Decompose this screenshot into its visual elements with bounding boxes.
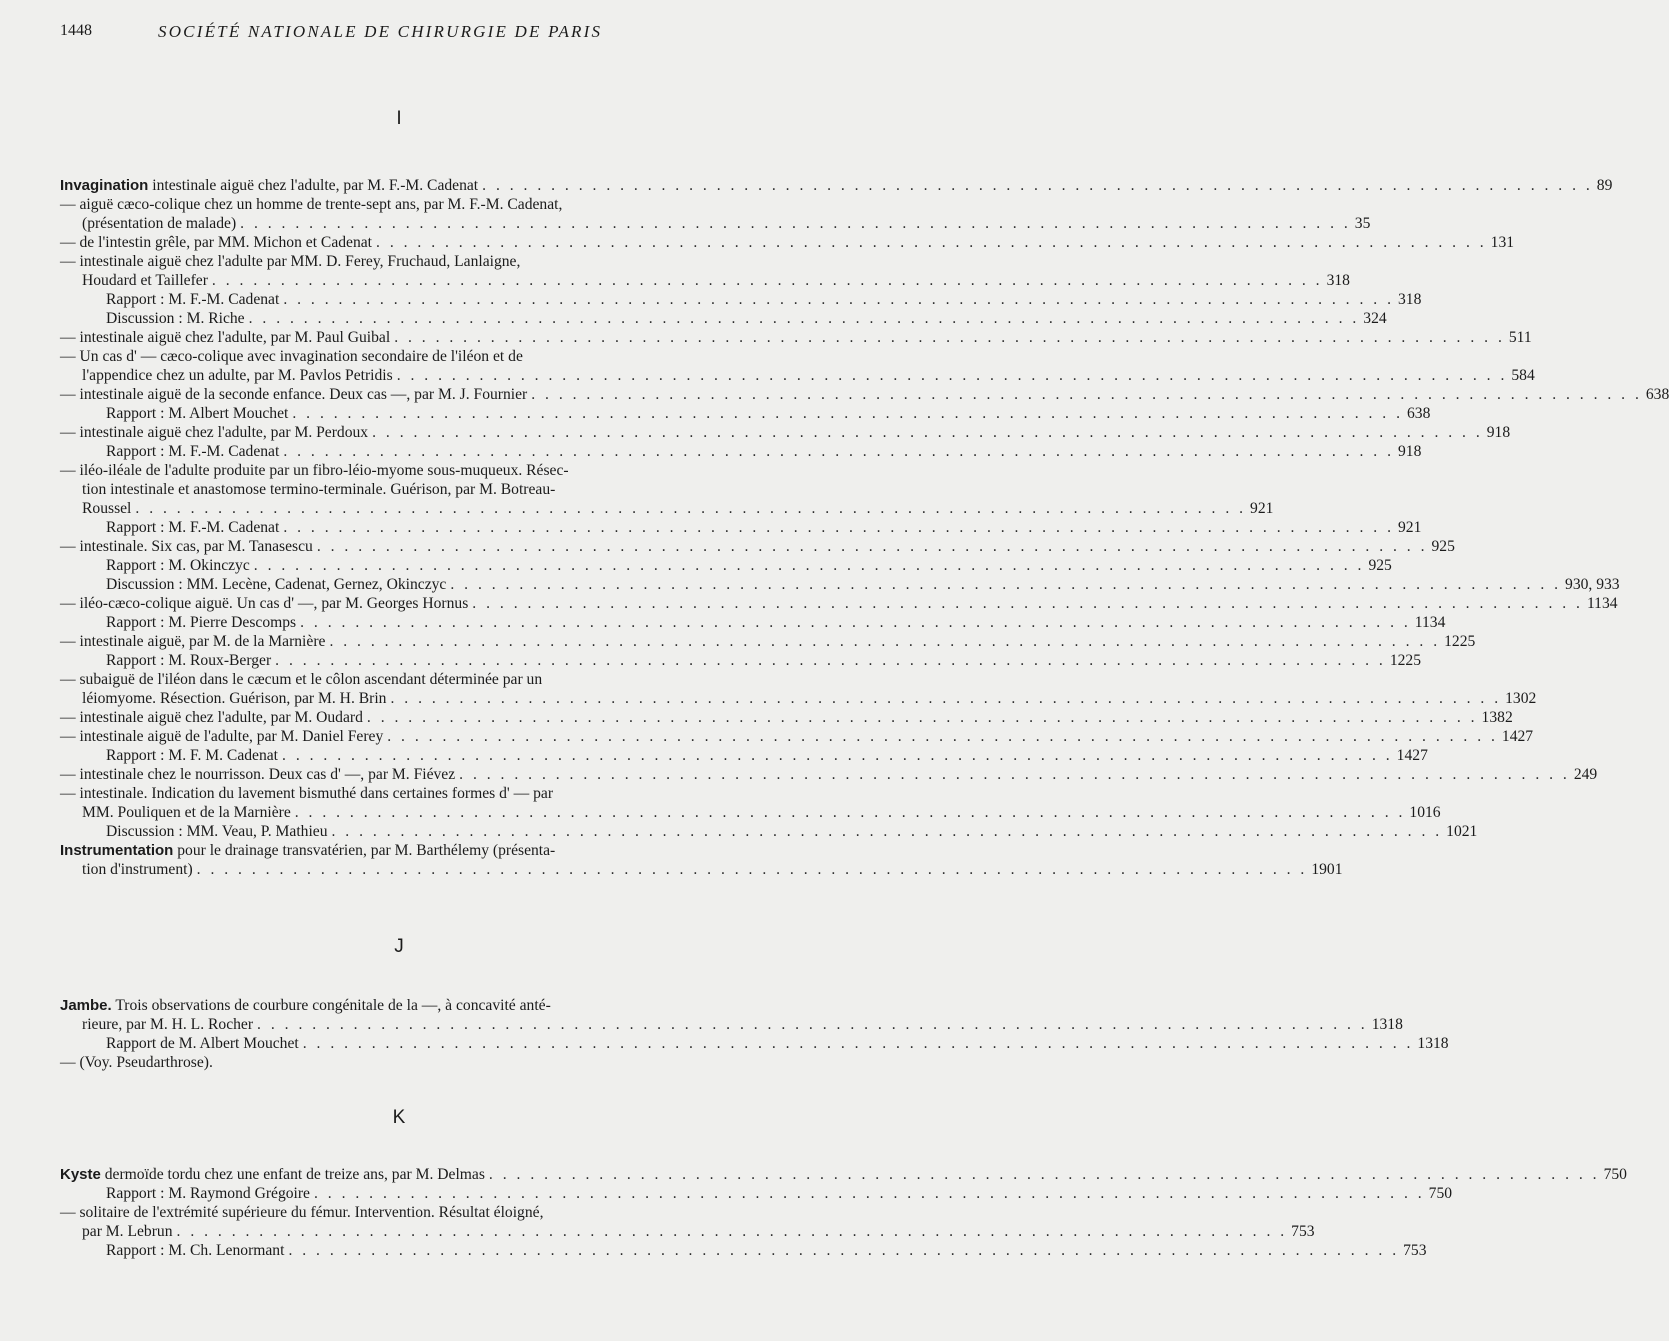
dot-leader	[295, 803, 1406, 822]
entry-text: — intestinale aiguë chez l'adulte par MM. D. Ferey, Fruchaud, Lanlaigne,	[60, 253, 521, 270]
index-keyword: Instrumentation	[60, 842, 174, 859]
entry-text: pour le drainage transvatérien, par M. Barthélemy (présenta-	[173, 842, 556, 859]
index-keyword: Kyste	[60, 1166, 101, 1183]
entry-text: — intestinale aiguë de l'adulte, par M. Daniel Ferey	[60, 728, 384, 745]
page-reference: 638	[1407, 405, 1431, 422]
index-line	[60, 803, 1441, 822]
entry-text: Discussion : MM. Lecène, Cadenat, Gernez, Okinczyc	[106, 576, 447, 593]
entry-text-group	[60, 727, 383, 746]
page-reference: 925	[1368, 557, 1392, 574]
entry-text-group	[106, 518, 279, 537]
entry-text: Rapport : M. Ch. Lenormant	[106, 1242, 285, 1259]
entry-text-group	[82, 803, 291, 822]
entry-text-group	[60, 708, 363, 727]
entry-text-group	[60, 537, 313, 556]
dot-leader	[329, 632, 1440, 651]
entry-text: intestinale aiguë chez l'adulte, par M. F.-M. Cadenat	[148, 177, 479, 194]
index-line	[60, 746, 1428, 765]
entry-text-group	[60, 461, 569, 480]
entry-text-group	[106, 442, 279, 461]
section-letter: I	[396, 108, 402, 129]
page-reference: 750	[1603, 1166, 1627, 1183]
entry-text: Discussion : M. Riche	[106, 310, 245, 327]
entry-text: — Un cas d' — cæco-colique avec invagination secondaire de l'iléon et de	[60, 348, 523, 365]
entry-text: Rapport : M. Albert Mouchet	[106, 405, 289, 422]
dot-leader	[531, 385, 1642, 404]
index-line	[60, 996, 738, 1015]
page-reference: 1382	[1481, 709, 1513, 726]
index-line	[60, 822, 1478, 841]
dot-leader	[459, 765, 1570, 784]
entry-text: Rapport : M. Roux-Berger	[106, 652, 272, 669]
dot-leader	[372, 423, 1483, 442]
entry-text-group	[106, 651, 271, 670]
entry-text: — iléo-iléale de l'adulte produite par un fibro-léio-myome sous-muqueux. Résec-	[60, 462, 569, 479]
entry-text-group	[106, 290, 279, 309]
entry-text-group	[82, 499, 131, 518]
index-line	[60, 670, 738, 689]
index-line	[60, 480, 738, 499]
page-reference: 1134	[1414, 614, 1446, 631]
entry-text-group	[82, 1015, 253, 1034]
entry-text-group	[82, 1222, 173, 1241]
entry-text: MM. Pouliquen et de la Marnière	[82, 804, 291, 821]
entry-text: — intestinale. Six cas, par M. Tanasescu	[60, 538, 313, 555]
index-line	[60, 556, 1392, 575]
index-line	[60, 1053, 738, 1072]
page-reference: 318	[1397, 291, 1422, 308]
dot-leader	[240, 214, 1351, 233]
entry-text: Roussel	[82, 500, 132, 517]
page-reference: 1225	[1389, 652, 1422, 669]
entry-text-group	[82, 689, 386, 708]
index-line	[60, 1184, 1453, 1203]
entry-text: — intestinale chez le nourrisson. Deux cas d' —, par M. Fiévez	[60, 766, 456, 783]
entry-text-group	[82, 366, 393, 385]
index-line	[60, 309, 1387, 328]
index-line	[60, 765, 1598, 784]
entry-text-group	[106, 746, 278, 765]
dot-leader	[314, 1184, 1425, 1203]
page-reference: 1901	[1311, 861, 1343, 878]
index-line	[60, 271, 1350, 290]
entry-text: Rapport : M. Pierre Descomps	[106, 614, 297, 631]
dot-leader	[482, 176, 1593, 195]
entry-text-group	[60, 1203, 543, 1222]
entry-text-group	[82, 271, 208, 290]
dot-leader	[177, 1222, 1288, 1241]
entry-text-group	[106, 404, 288, 423]
entry-text-group	[106, 613, 296, 632]
page-number: 1448	[60, 22, 92, 39]
section-letter: J	[394, 936, 404, 957]
entry-text: — intestinale. Indication du lavement bismuthé dans certaines formes d' — par	[60, 785, 554, 802]
entry-text-group	[82, 860, 193, 879]
entry-text: — intestinale aiguë chez l'adulte, par M. Oudard	[60, 709, 363, 726]
index-entries	[60, 176, 1669, 879]
entry-text-group	[106, 556, 250, 575]
entry-text: tion d'instrument)	[82, 861, 193, 878]
entry-text-group	[60, 423, 368, 442]
entry-text: — subaiguë de l'iléon dans le cæcum et le côlon ascendant déterminée par un	[60, 671, 543, 688]
index-line	[60, 1203, 738, 1222]
page-reference: 324	[1363, 310, 1387, 327]
entry-text: Rapport : M. Okinczyc	[106, 557, 250, 574]
index-line	[60, 385, 1669, 404]
index-line	[60, 1165, 1627, 1184]
entry-text-group	[106, 1184, 310, 1203]
index-keyword: Invagination	[60, 177, 149, 194]
entry-text: — aiguë cæco-colique chez un homme de trente-sept ans, par M. F.-M. Cadenat,	[60, 196, 563, 213]
dot-leader	[387, 727, 1498, 746]
page-reference: 921	[1250, 500, 1274, 517]
index-line	[60, 461, 738, 480]
page-reference: 1427	[1396, 747, 1428, 764]
dot-leader	[300, 613, 1411, 632]
running-title: SOCIÉTÉ NATIONALE DE CHIRURGIE DE PARIS	[158, 22, 603, 41]
index-line	[60, 632, 1476, 651]
entry-text-group	[60, 252, 520, 271]
dot-leader	[390, 689, 1501, 708]
entry-text: — intestinale aiguë, par M. de la Marnière	[60, 633, 326, 650]
entry-text-group	[82, 480, 555, 499]
entry-text-group	[60, 328, 390, 347]
entry-text-group	[106, 1241, 284, 1260]
page-reference: 753	[1403, 1242, 1427, 1259]
entry-text: (présentation de malade)	[82, 215, 237, 232]
entry-text-group	[60, 670, 542, 689]
dot-leader	[275, 651, 1386, 670]
index-line	[60, 575, 1620, 594]
entry-text: Trois observations de courbure congénitale de la —, à concavité anté-	[111, 997, 551, 1014]
entry-text: Discussion : MM. Veau, P. Mathieu	[106, 823, 328, 840]
index-line	[60, 1222, 1315, 1241]
index-line	[60, 727, 1534, 746]
index-line	[60, 689, 1537, 708]
index-entries	[60, 996, 1449, 1072]
dot-leader	[472, 594, 1583, 613]
entry-text: Houdard et Taillefer	[82, 272, 208, 289]
entry-text: Rapport : M. Raymond Grégoire	[106, 1185, 310, 1202]
index-line	[60, 784, 738, 803]
page-reference: 318	[1326, 272, 1350, 289]
dot-leader	[283, 442, 1394, 461]
entry-text-group	[106, 822, 328, 841]
page-reference: 753	[1291, 1223, 1315, 1240]
page-reference: 925	[1431, 538, 1455, 555]
dot-leader	[288, 1241, 1399, 1260]
entry-text-group	[60, 233, 372, 252]
entry-text-group	[60, 765, 455, 784]
page-reference: 249	[1573, 766, 1598, 783]
entry-text-group	[60, 841, 555, 860]
entry-text-group	[60, 385, 527, 404]
page-reference: 918	[1397, 443, 1422, 460]
index-line	[60, 252, 738, 271]
entry-text-group	[60, 1053, 213, 1072]
entry-text-group	[106, 309, 245, 328]
entry-text: — intestinale aiguë chez l'adulte, par M. Perdoux	[60, 424, 369, 441]
index-line	[60, 366, 1535, 385]
entry-text: rieure, par M. H. L. Rocher	[82, 1016, 254, 1033]
entry-text: Rapport : M. F.-M. Cadenat	[106, 443, 280, 460]
index-line	[60, 1015, 1403, 1034]
page-reference: 638	[1645, 386, 1669, 403]
dot-leader	[397, 366, 1508, 385]
entry-text: Rapport : M. F.-M. Cadenat	[106, 291, 280, 308]
entry-text-group	[60, 784, 553, 803]
entry-text-group	[106, 575, 446, 594]
dot-leader	[283, 290, 1394, 309]
page-reference: 1021	[1446, 823, 1478, 840]
dot-leader	[282, 746, 1393, 765]
dot-leader	[135, 499, 1246, 518]
page-reference: 1318	[1371, 1016, 1403, 1033]
dot-leader	[197, 860, 1308, 879]
entry-text: Rapport de M. Albert Mouchet	[106, 1035, 299, 1052]
dot-leader	[212, 271, 1323, 290]
index-line	[60, 404, 1431, 423]
dot-leader	[367, 708, 1478, 727]
dot-leader	[303, 1034, 1414, 1053]
entry-text-group	[60, 195, 562, 214]
page-reference: 35	[1354, 215, 1371, 232]
index-line	[60, 841, 738, 860]
page-reference: 511	[1508, 329, 1532, 346]
page-reference: 1427	[1501, 728, 1534, 745]
entry-text-group	[106, 1034, 299, 1053]
page-reference: 921	[1397, 519, 1422, 536]
dot-leader	[257, 1015, 1368, 1034]
entry-text: Rapport : M. F. M. Cadenat	[106, 747, 279, 764]
page-reference: 750	[1428, 1185, 1453, 1202]
dot-leader	[450, 575, 1561, 594]
dot-leader	[254, 556, 1365, 575]
entry-text: — iléo-cæco-colique aiguë. Un cas d' —, par M. Georges Hornus	[60, 595, 469, 612]
entry-text: Rapport : M. F.-M. Cadenat	[106, 519, 280, 536]
dot-leader	[332, 822, 1443, 841]
page-reference: 89	[1596, 177, 1613, 194]
index-line	[60, 290, 1422, 309]
entry-text-group	[60, 632, 325, 651]
entry-text-group	[82, 214, 236, 233]
index-line	[60, 708, 1513, 727]
entry-text: — intestinale aiguë chez l'adulte, par M. Paul Guibal	[60, 329, 391, 346]
dot-leader	[394, 328, 1505, 347]
page-header	[60, 22, 730, 44]
index-line	[60, 233, 1515, 252]
entry-text-group	[60, 996, 551, 1015]
index-line	[60, 176, 1613, 195]
entry-text-group	[60, 347, 523, 366]
entry-text-group	[60, 176, 478, 195]
page-reference: 918	[1486, 424, 1511, 441]
entry-text: — de l'intestin grêle, par MM. Michon et Cadenat	[60, 234, 373, 251]
dot-leader	[249, 309, 1360, 328]
index-line	[60, 499, 1274, 518]
entry-text-group	[60, 594, 468, 613]
index-line	[60, 518, 1422, 537]
index-keyword: Jambe.	[60, 997, 112, 1014]
dot-leader	[317, 537, 1428, 556]
page-reference: 1134	[1586, 595, 1618, 612]
index-line	[60, 1034, 1449, 1053]
index-line	[60, 860, 1343, 879]
dot-leader	[376, 233, 1487, 252]
dot-leader	[489, 1165, 1600, 1184]
page-reference: 1318	[1417, 1035, 1449, 1052]
index-line	[60, 1241, 1427, 1260]
index-line	[60, 195, 738, 214]
page-reference: 1016	[1409, 804, 1441, 821]
dot-leader	[292, 404, 1403, 423]
entry-text: l'appendice chez un adulte, par M. Pavlos Petridis	[82, 367, 393, 384]
index-line	[60, 423, 1511, 442]
index-line	[60, 442, 1422, 461]
entry-text-group	[60, 1165, 485, 1184]
page-reference: 1302	[1505, 690, 1537, 707]
index-line	[60, 214, 1371, 233]
page-reference: 930, 933	[1565, 576, 1620, 593]
index-entries	[60, 1165, 1627, 1260]
index-line	[60, 537, 1455, 556]
entry-text: — solitaire de l'extrémité supérieure du fémur. Intervention. Résultat éloigné,	[60, 1204, 544, 1221]
entry-text: dermoïde tordu chez une enfant de treize ans, par M. Delmas	[100, 1166, 485, 1183]
index-line	[60, 347, 738, 366]
index-line	[60, 613, 1446, 632]
index-line	[60, 594, 1618, 613]
index-line	[60, 328, 1532, 347]
entry-text: tion intestinale et anastomose termino-terminale. Guérison, par M. Botreau-	[82, 481, 556, 498]
entry-text: — intestinale aiguë de la seconde enfance. Deux cas —, par M. J. Fournier	[60, 386, 528, 403]
page-reference: 584	[1511, 367, 1535, 384]
page-reference: 131	[1490, 234, 1515, 251]
entry-text: — (Voy. Pseudarthrose).	[60, 1054, 213, 1071]
entry-text: léiomyome. Résection. Guérison, par M. H. Brin	[82, 690, 387, 707]
dot-leader	[283, 518, 1394, 537]
page-reference: 1225	[1444, 633, 1476, 650]
index-line	[60, 651, 1422, 670]
section-letter: K	[392, 1107, 406, 1128]
entry-text: par M. Lebrun	[82, 1223, 173, 1240]
